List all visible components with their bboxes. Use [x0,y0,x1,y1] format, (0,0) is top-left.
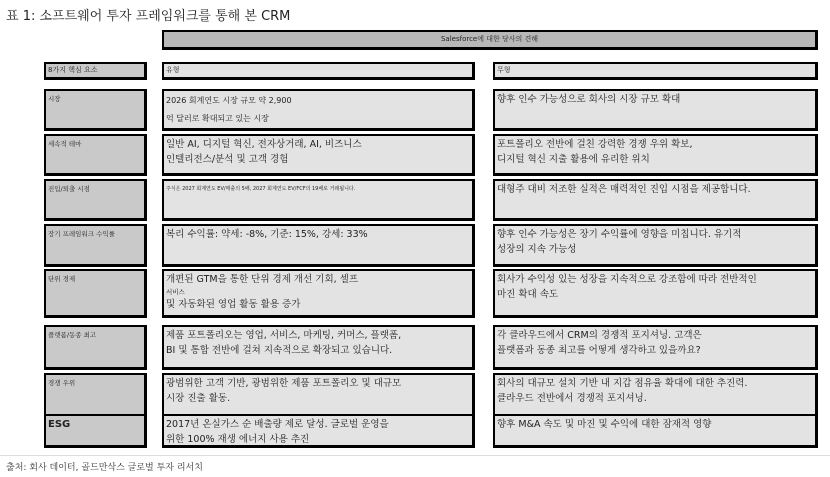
cell-line: 회사가 수익성 있는 성장을 지속적으로 강조함에 따라 전반적인 [497,274,757,285]
cell-line: 클라우드 전반에서 경쟁적 포지셔닝. [497,393,647,404]
row-label: 시장 [44,89,147,131]
cell-line: 성장의 지속 가능성 [497,244,577,255]
cell-line: 서비스 [166,288,185,296]
row-label: 플랫폼/동종 최고 [44,325,147,370]
cell-line: 향후 M&A 속도 및 마진 및 수익에 대한 잠재적 영향 [497,419,712,430]
cell-line: 포트폴리오 전반에 걸친 강력한 경쟁 우위 확보, [497,139,693,150]
row-tangible-cell [162,89,475,131]
cell-line: 향후 인수 가능성은 장기 수익률에 영향을 미칩니다. 유기적 [497,229,742,240]
row-label: 단위 경제 [44,269,147,318]
cell-line: 마진 확대 속도 [497,289,559,300]
row-label: 세속적 테마 [44,134,147,176]
row-tangible-cell [162,325,475,370]
row-intangible-cell [493,89,818,131]
cell-line: 대형주 대비 저조한 실적은 매력적인 진입 시점을 제공합니다. [497,184,751,195]
cell-line: 2017년 온실가스 순 배출량 제로 달성. 글로벌 운영을 [166,419,389,430]
row-intangible-cell [493,269,818,318]
cell-line: 회사의 대규모 설치 기반 내 지갑 점유율 확대에 대한 추진력. [497,378,748,389]
cell-line: 2026 회계연도 시장 규모 약 2,900 [166,96,292,105]
column-header-label: 8가지 핵심 요소 [44,62,147,80]
cell-line: 제품 포트폴리오는 영업, 서비스, 마케팅, 커머스, 플랫폼, [166,330,402,341]
cell-line: 인텔리전스/분석 및 고객 경험 [166,154,289,165]
row-tangible-cell [162,179,475,221]
row-label: 진입/퇴출 시점 [44,179,147,221]
row-intangible-cell [493,224,818,267]
cell-line: 억 달러로 확대되고 있는 시장 [166,114,269,123]
row-tangible-cell [162,269,475,318]
row-tangible-cell [162,414,475,448]
cell-line: 일반 AI, 디지털 혁신, 전자상거래, AI, 비즈니스 [166,139,362,150]
row-label: 장기 프레임워크 수익률 [44,224,147,267]
row-intangible-cell [493,373,818,417]
cell-line: 각 클라우드에서 CRM의 경쟁적 포지셔닝. 고객은 [497,330,702,341]
row-intangible-cell [493,134,818,176]
cell-line: 및 자동화된 영업 활동 활용 증가 [166,299,301,310]
cell-line: 시장 진출 활동. [166,393,231,404]
divider [0,455,830,456]
column-header-tangible: 유형 [162,62,475,80]
table-title: 표 1: 소프트웨어 투자 프레임워크를 통해 본 CRM [6,9,291,24]
cell-line: 위한 100% 재생 에너지 사용 추진 [166,434,310,445]
column-header-intangible: 무형 [493,62,818,80]
cell-line: 광범위한 고객 기반, 광범위한 제품 포트폴리오 및 대규모 [166,378,402,389]
cell-line: 플랫폼과 동종 최고를 어떻게 생각하고 있을까요? [497,345,701,356]
row-intangible-cell [493,325,818,370]
cell-line: 개편된 GTM을 통한 단위 경제 개선 기회, 셀프 [166,274,359,285]
cell-line: 복리 수익률: 약세: -8%, 기준: 15%, 강세: 33% [166,229,368,240]
cell-line: BI 및 통합 전반에 걸쳐 지속적으로 확장되고 있습니다. [166,345,393,356]
cell-line: 주식은 2027 회계연도 EV/매출의 5배, 2027 회계연도 EV/FCF의 19배로 거래됩니다. [166,186,356,192]
row-intangible-cell [493,414,818,448]
row-label: ESG [44,414,147,448]
row-intangible-cell [493,179,818,221]
row-tangible-cell [162,134,475,176]
cell-line: 향후 인수 가능성으로 회사의 시장 규모 확대 [497,94,681,105]
row-tangible-cell [162,224,475,267]
header-bar: Salesforce에 대한 당사의 견해 [162,30,818,50]
source-note: 출처: 회사 데이터, 골드만삭스 글로벌 투자 리서치 [6,463,203,473]
row-tangible-cell [162,373,475,417]
cell-line: 디지털 혁신 지출 활용에 유리한 위치 [497,154,650,165]
row-label: 경쟁 우위 [44,373,147,417]
